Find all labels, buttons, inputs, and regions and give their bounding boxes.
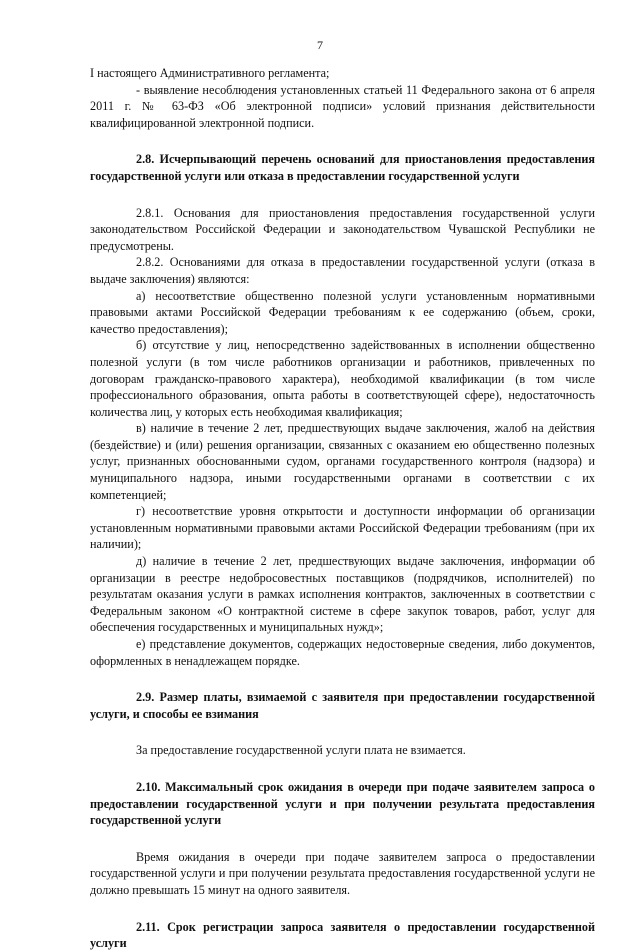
section-heading-2-10: 2.10. Максимальный срок ожидания в очереди при подаче заявителем запроса о предоставлении государственной услуги и при получении результата предоставления государственной услуги <box>90 779 595 828</box>
paragraph-2-8-1: 2.8.1. Основания для приостановления предоставления государственной услуги законодательством Российской Федерации и законодательством Чувашской Республики не предусмотрены. <box>90 205 595 253</box>
paragraph-fee: За предоставление государственной услуги плата не взимается. <box>136 743 466 758</box>
page-number: 7 <box>317 38 323 52</box>
list-item-e: е) представление документов, содержащих недостоверные сведения, либо документов, оформленных в ненадлежащем порядке. <box>90 637 595 668</box>
section-heading-2-8: 2.8. Исчерпывающий перечень оснований для приостановления предоставления государственной услуги или отказа в предоставлении государственной услуги <box>90 152 595 183</box>
list-item-v: в) наличие в течение 2 лет, предшествующих выдаче заключения, жалоб на действия (бездействие) и (или) решения организации, связанных с оказанием ею общественно полезных услуг, признанных обоснованными судом, органами государственного контроля (надзора) и муниципального надзора, иными государственными органами в соответствии с их компетенцией; <box>90 421 595 502</box>
paragraph-signature-clause: - выявление несоблюдения установленных статьей 11 Федерального закона от 6 апреля 2011 г. № 63-ФЗ «Об электронной подписи» условий признания действительности квалифицированной электронной подписи. <box>90 82 595 130</box>
paragraph-queue-time: Время ожидания в очереди при подаче заявителем запроса о предоставлении государственной услуги и при получении результата предоставления государственной услуги не должно превышать 15 минут на одного заявителя. <box>90 849 595 897</box>
paragraph-continuation: I настоящего Административного регламента; <box>90 66 330 80</box>
document-body <box>90 65 595 952</box>
list-item-d: д) наличие в течение 2 лет, предшествующих выдаче заключения, информации об организации в реестре недобросовестных поставщиков (подрядчиков, исполнителей) по результатам оказания услуги в рамках исполнения контрактов, заключенных в соответствии с Федеральным законом «О контрактной системе в сфере закупок товаров, работ, услуг для обеспечения государственных и муниципальных нужд»; <box>90 554 595 635</box>
list-item-g: г) несоответствие уровня открытости и доступности информации об организации установленным нормативными правовыми актами Российской Федерации требованиям (при их наличии); <box>90 504 595 552</box>
section-heading-2-9: 2.9. Размер платы, взимаемой с заявителя при предоставлении государственной услуги, и способы ее взимания <box>90 690 595 721</box>
paragraph-2-8-2: 2.8.2. Основаниями для отказа в предоставлении государственной услуги (отказа в выдаче заключения) являются: <box>90 255 595 286</box>
list-item-a: а) несоответствие общественно полезной услуги установленным нормативными правовыми актами Российской Федерации требованиям к ее содержанию (объем, сроки, качество предоставления); <box>90 288 595 336</box>
list-item-b: б) отсутствие у лиц, непосредственно задействованных в исполнении общественно полезной услуги (в том числе работников организации и работников, привлеченных по договорам гражданско-правового характера), необходимой квалификации (в том числе профессионального образования, опыта работы в соответствующей сфере), недостаточность количества лиц, у которых есть необходимая квалификация; <box>90 338 595 419</box>
section-heading-2-11: 2.11. Срок регистрации запроса заявителя о предоставлении государственной услуги <box>90 919 595 951</box>
